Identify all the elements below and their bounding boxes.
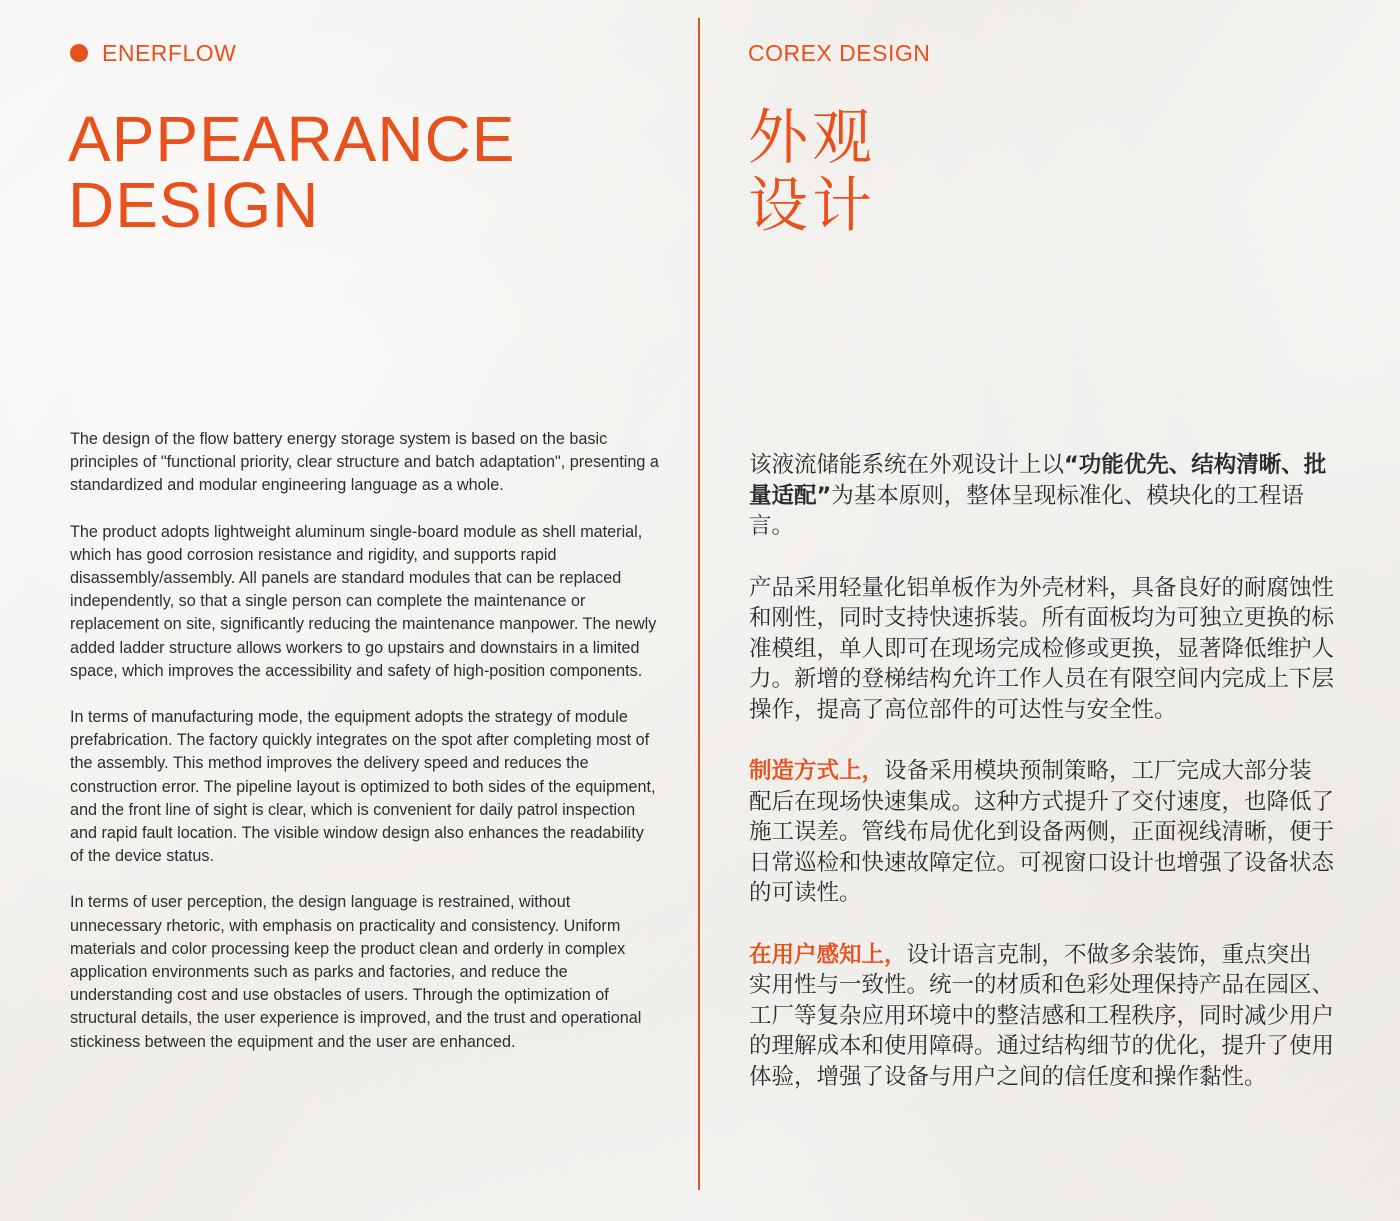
cn-p4-lead: 在用户感知上， (749, 941, 907, 968)
title-en-line1: APPEARANCE (68, 103, 516, 175)
brand-enerflow: ENERFLOW (102, 40, 237, 66)
cn-paragraph-2: 产品采用轻量化铝单板作为外壳材料，具备良好的耐腐蚀性和刚性，同时支持快速拆装。所有面板均为可独立更换的标准模组，单人即可在现场完成检修或更换，显著降低维护人力。新增的登梯结构允许工作人员在有限空间内完成上下层操作，提高了高位部件的可达性与安全性。 (749, 574, 1335, 723)
cn-p1-post: 为基本原则，整体呈现标准化、模块化的工程语言。 (749, 482, 1304, 539)
en-paragraph-3: In terms of manufacturing mode, the equipment adopts the strategy of module prefabrication. The factory quickly integrates on the spot after completing most of the assembly. This method improves the delivery speed and reduces the construction error. The pipeline layout is optimized to both sides of the equipment, and the front line of sight is clear, which is convenient for daily patrol inspection and rapid fault location. The visible window design also enhances the readability of the device status. (70, 708, 656, 866)
brand-dot-icon (70, 44, 88, 62)
cn-p4-body: 设计语言克制，不做多余装饰，重点突出实用性与一致性。统一的材质和色彩处理保持产品在园区、工厂等复杂应用环境中的整洁感和工程秩序，同时减少用户的理解成本和使用障碍。通过结构细节的优化，提升了使用体验，增强了设备与用户之间的信任度和操作黏性。 (749, 941, 1335, 1090)
cn-p1-pre: 该液流储能系统在外观设计上以 (749, 452, 1065, 478)
title-cn-line1: 外观 (748, 103, 876, 173)
brand-corex: COREX DESIGN (748, 40, 931, 66)
page-title-en (68, 103, 516, 241)
title-en-line2: DESIGN (68, 169, 320, 241)
en-paragraph-4: In terms of user perception, the design language is restrained, without unnecessary rhetoric, with emphasis on practicality and consistency. Uniform materials and color processing keep the product clean and orderly in complex application environments such as parks and factories, and reduce the understanding cost and use obstacles of users. Through the optimization of structural details, the user experience is improved, and the trust and operational stickiness between the equipment and the user are enhanced. (70, 893, 642, 1051)
cn-paragraph-3 (749, 756, 1334, 909)
column-divider (698, 18, 700, 1190)
english-body (70, 428, 660, 1077)
en-paragraph-1: The design of the flow battery energy storage system is based on the basic principles of "functional priority, clear structure and batch adaptation", presenting a standardized and modular engineering language as a whole. (70, 430, 659, 495)
cn-paragraph-4 (749, 940, 1334, 1093)
en-paragraph-2: The product adopts lightweight aluminum single-board module as shell material, which has good corrosion resistance and rigidity, and supports rapid disassembly/assembly. All panels are standard modules that can be replaced independently, so that a single person can complete the maintenance or replacement on site, significantly reducing the maintenance manpower. The newly added ladder structure allows workers to go upstairs and downstairs in a limited space, which improves the accessibility and safety of high-position components. (70, 522, 657, 680)
cn-paragraph-1 (749, 450, 1334, 542)
cn-p3-lead: 制造方式上， (749, 758, 885, 784)
title-cn-line2: 设计 (748, 171, 876, 241)
page-title-cn (748, 104, 876, 240)
chinese-body (749, 450, 1334, 1123)
cn-p1-bold: “功能优先、结构清晰、批量适配” (749, 452, 1327, 509)
cn-p3-body: 设备采用模块预制策略，工厂完成大部分装配后在现场快速集成。这种方式提升了交付速度，也降低了施工误差。管线布局优化到设备两侧，正面视线清晰，便于日常巡检和快速故障定位。可视窗口设计也增强了设备状态的可读性。 (749, 758, 1335, 906)
